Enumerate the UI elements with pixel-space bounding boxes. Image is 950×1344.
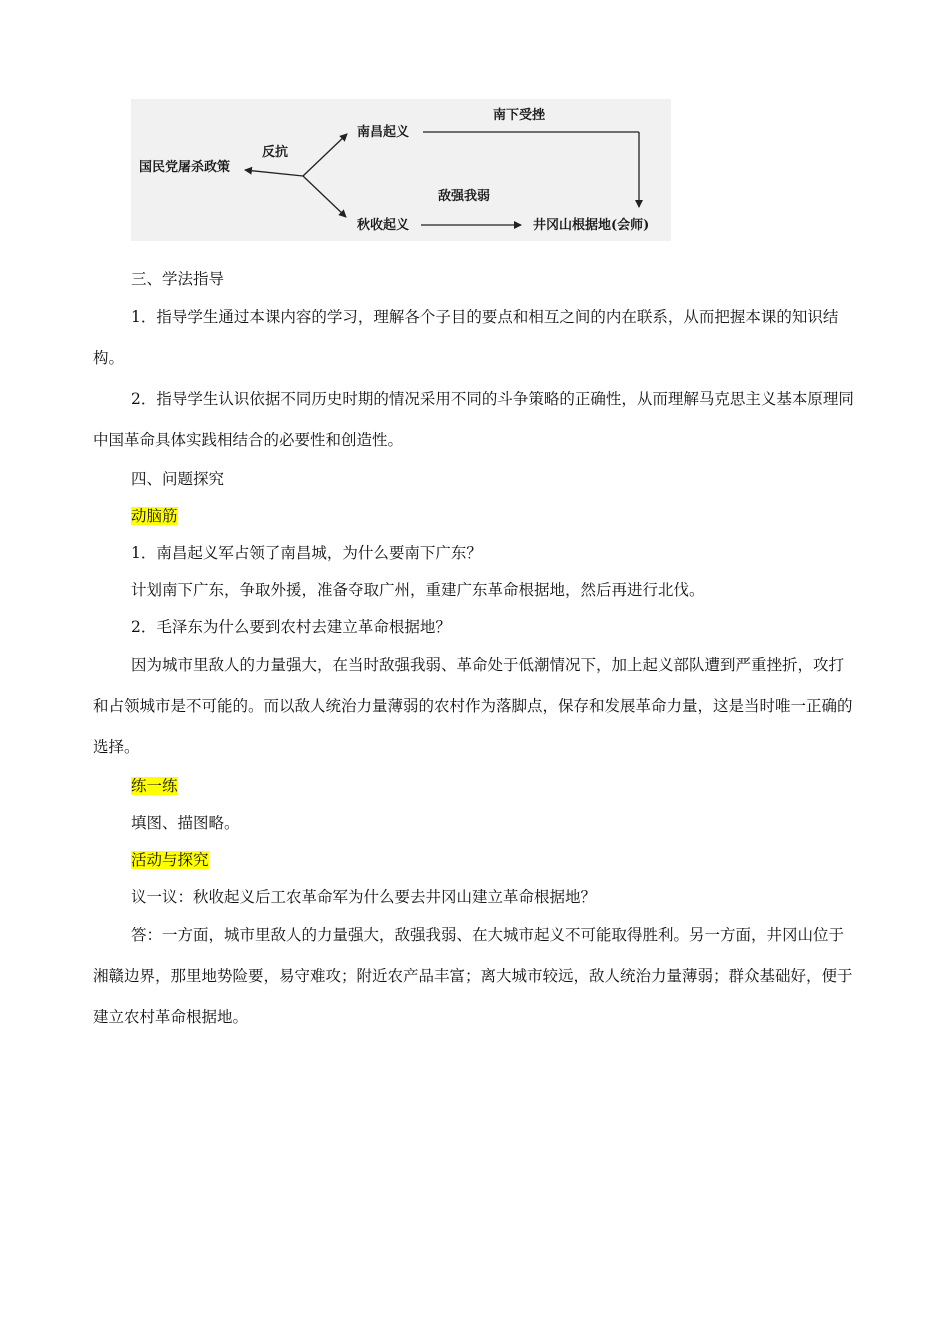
arrow-to-left-node [245, 170, 303, 176]
highlight-activity: 活动与探究 [131, 851, 209, 869]
label-enemy: 敌强我弱 [438, 189, 491, 204]
discussion-answer: 答：一方面，城市里敌人的力量强大，敌强我弱、在大城市起义不可能取得胜利。另一方面，井冈山位于湘赣边界，那里地势险要，易守难攻；附近农产品丰富；离大城市较远，敌人统治力量薄弱；群众基础好，便于建立农村革命根据地。 [93, 926, 853, 1026]
document-body [93, 262, 857, 1038]
section-heading-3: 三、学法指导 [131, 270, 225, 288]
tag-practice [93, 776, 857, 797]
discussion-question: 议一议：秋收起义后工农革命军为什么要去井冈山建立革命根据地？ [131, 888, 597, 906]
paragraph-3-2: 2．指导学生认识依据不同历史时期的情况采用不同的斗争策略的正确性，从而理解马克思主义基本原理同中国革命具体实践相结合的必要性和创造性。 [93, 390, 854, 449]
flow-diagram [131, 99, 671, 241]
highlight-practice: 练一练 [131, 777, 178, 795]
highlight-think: 动脑筋 [131, 507, 178, 525]
answer-2: 因为城市里敌人的力量强大，在当时敌强我弱、革命处于低潮情况下，加上起义部队遭到严重挫折，攻打和占领城市是不可能的。而以敌人统治力量薄弱的农村作为落脚点，保存和发展革命力量，这是当时唯一正确的选择。 [93, 656, 853, 756]
arrow-to-upper-node [303, 134, 347, 176]
node-upper: 南昌起义 [357, 125, 410, 140]
question-2: 2．毛泽东为什么要到农村去建立革命根据地？ [131, 618, 451, 636]
tag-think [93, 506, 857, 527]
tag-activity [93, 850, 857, 871]
label-south: 南下受挫 [493, 108, 546, 123]
node-end: 井冈山根据地(会师) [533, 218, 650, 233]
practice-text: 填图、描图略。 [131, 814, 240, 832]
question-1: 1．南昌起义军占领了南昌城，为什么要南下广东？ [131, 544, 482, 562]
node-lower: 秋收起义 [357, 218, 410, 233]
node-left: 国民党屠杀政策 [139, 160, 231, 175]
arrow-to-lower-node [303, 176, 346, 217]
paragraph-3-1: 1．指导学生通过本课内容的学习，理解各个子目的要点和相互之间的内在联系，从而把握本课的知识结构。 [93, 308, 839, 367]
section-heading-4: 四、问题探究 [131, 470, 225, 488]
answer-1: 计划南下广东，争取外援，准备夺取广州，重建广东革命根据地，然后再进行北伐。 [131, 581, 705, 599]
label-resist: 反抗 [262, 145, 289, 160]
